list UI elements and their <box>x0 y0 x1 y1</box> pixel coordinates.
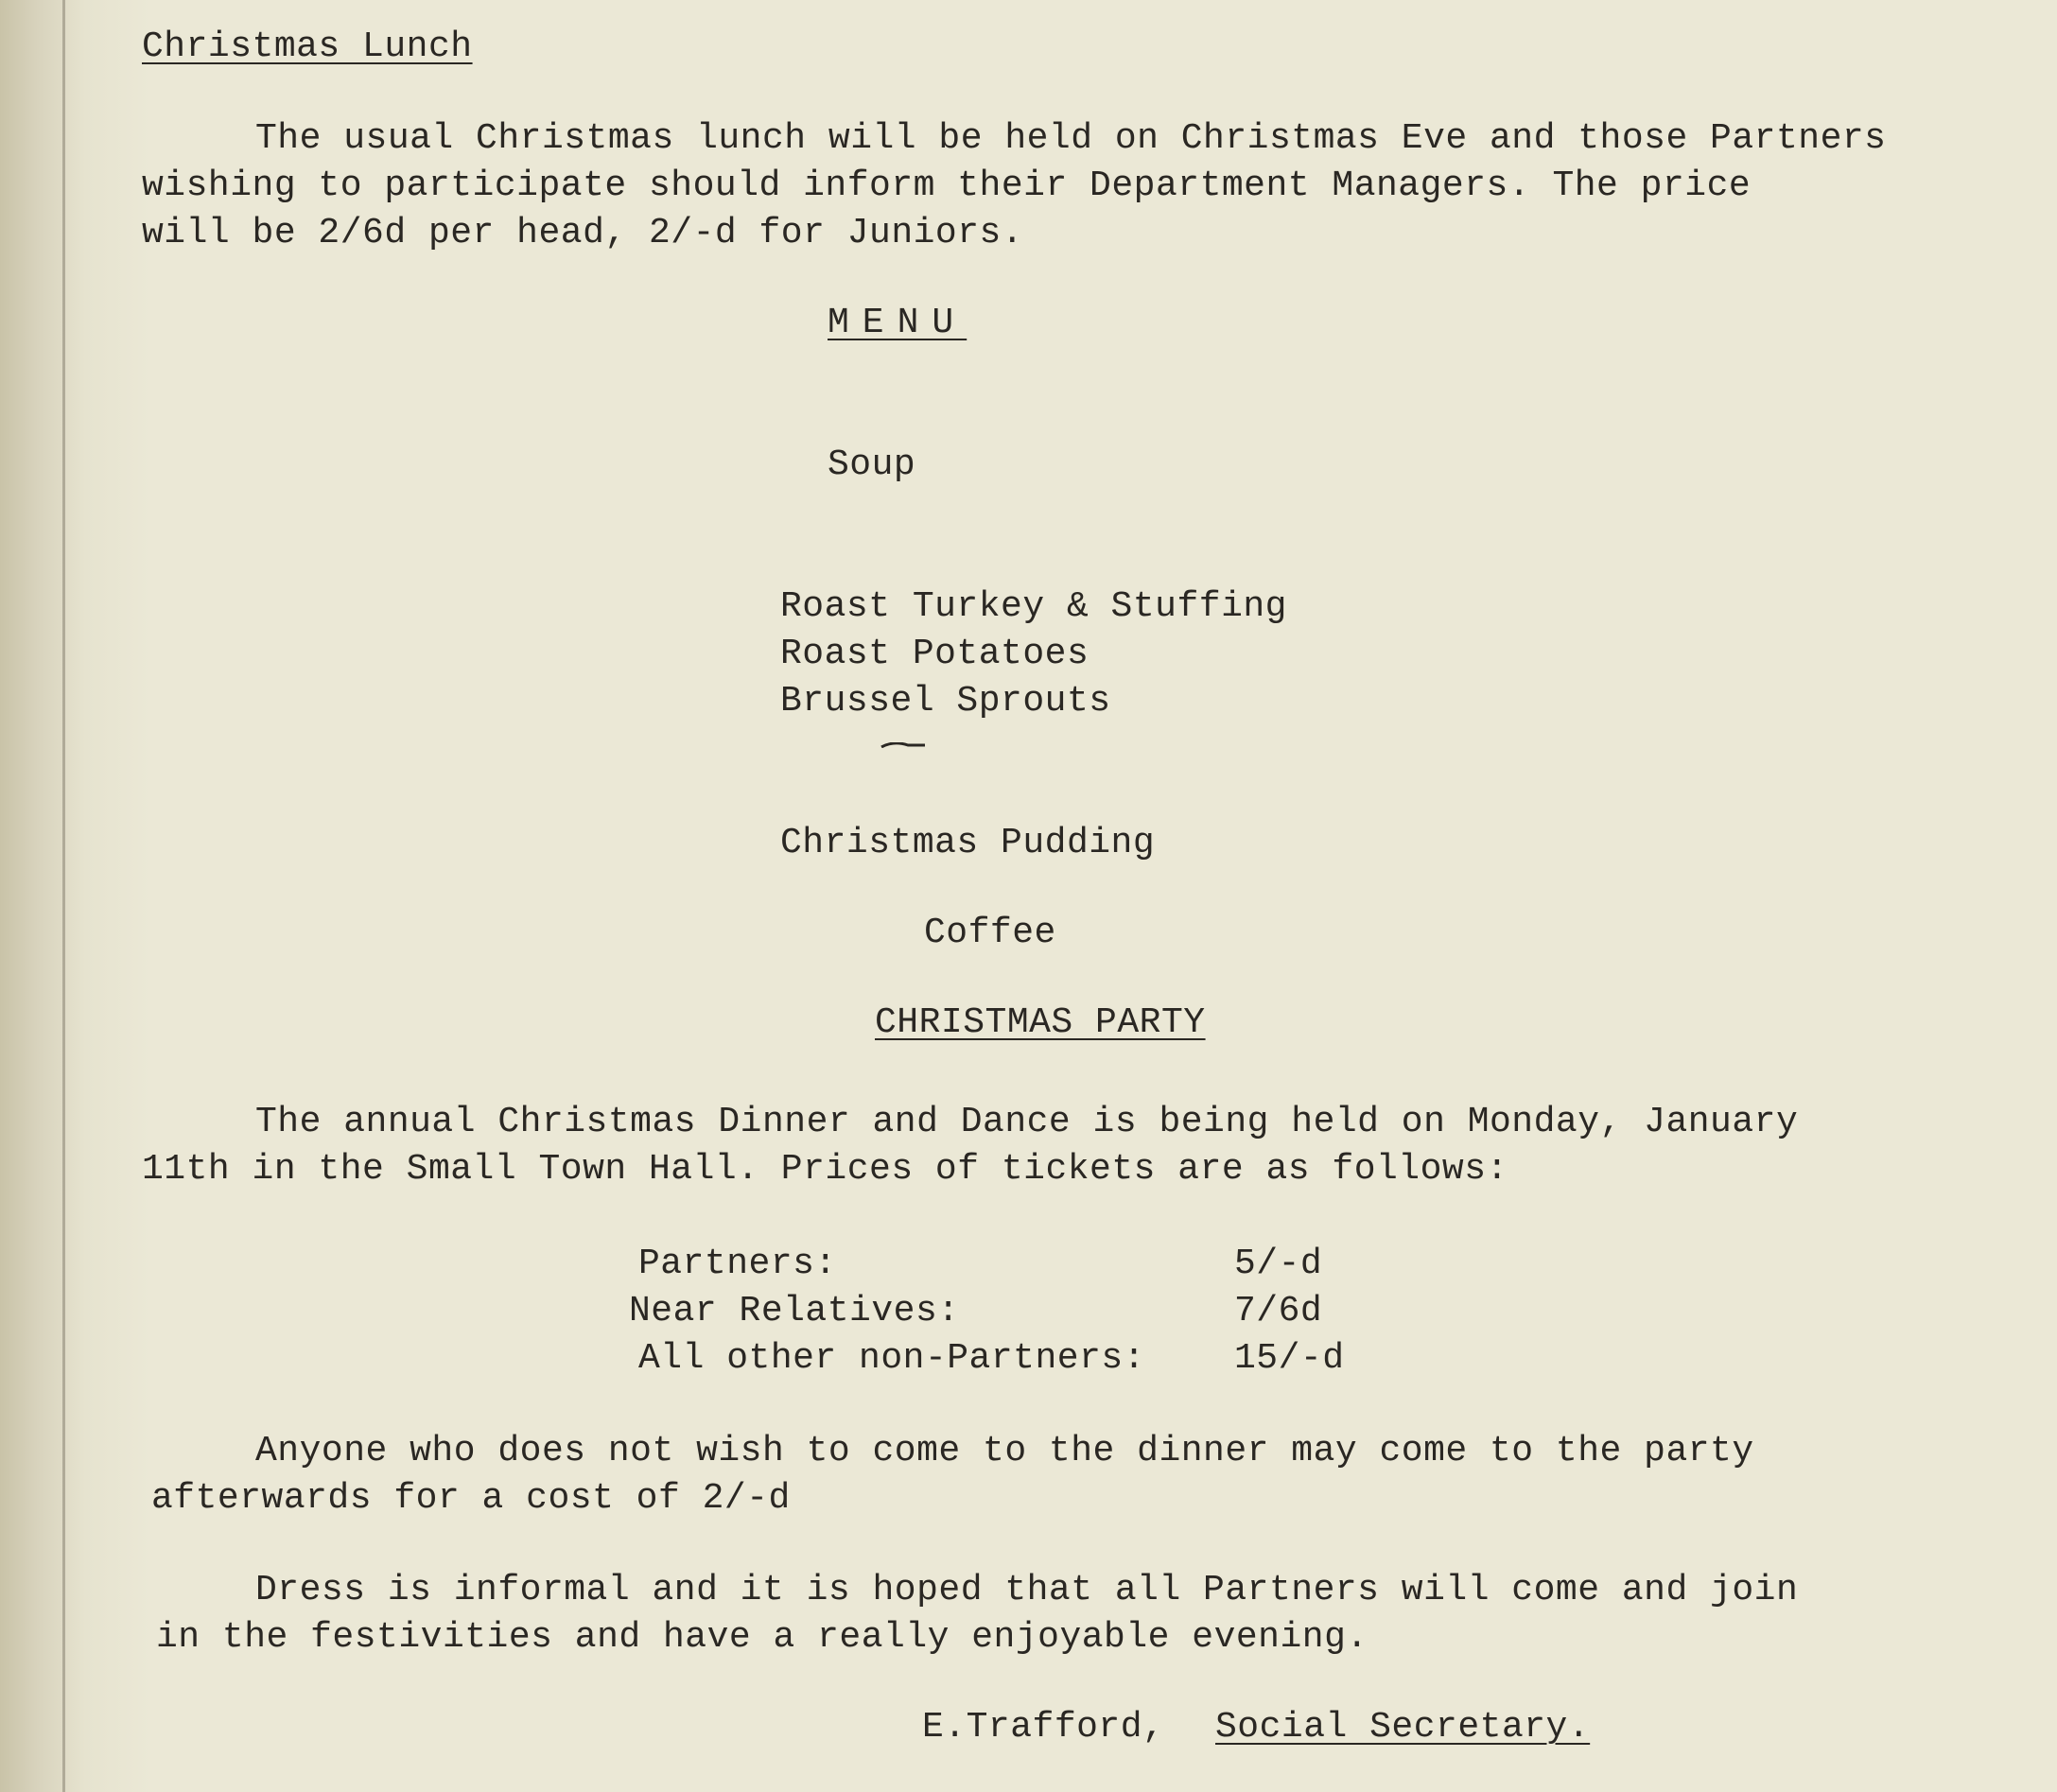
menu-heading: MENU <box>828 303 967 343</box>
price-label-relatives: Near Relatives: <box>629 1291 960 1331</box>
signature-title: Social Secretary. <box>1215 1707 1591 1748</box>
price-label-partners: Partners: <box>638 1244 837 1284</box>
party-para-line-1: The annual Christmas Dinner and Dance is being held on Monday, January <box>255 1102 1799 1142</box>
menu-soup: Soup <box>828 444 916 485</box>
menu-coffee: Coffee <box>924 913 1056 953</box>
lunch-para-line-2: wishing to participate should inform their Department Managers. The price <box>142 165 1752 206</box>
after-party-line-2: afterwards for a cost of 2/-d <box>151 1478 791 1519</box>
price-label-others: All other non-Partners: <box>638 1338 1145 1379</box>
menu-pudding: Christmas Pudding <box>780 823 1156 863</box>
dress-line-2: in the festivities and have a really enjoyable evening. <box>156 1617 1368 1658</box>
menu-main-3: Brussel Sprouts <box>780 681 1111 722</box>
lunch-para-line-1: The usual Christmas lunch will be held on Christmas Eve and those Partners <box>255 118 1887 159</box>
lunch-para-line-3: will be 2/6d per head, 2/-d for Juniors. <box>142 213 1024 253</box>
signature-name: E.Trafford, <box>922 1707 1165 1748</box>
price-value-others: 15/-d <box>1234 1338 1345 1379</box>
party-heading: CHRISTMAS PARTY <box>875 1002 1206 1043</box>
ink-mark <box>880 742 927 748</box>
menu-main-1: Roast Turkey & Stuffing <box>780 586 1287 627</box>
menu-main-2: Roast Potatoes <box>780 634 1090 674</box>
dress-line-1: Dress is informal and it is hoped that all Partners will come and join <box>255 1570 1799 1610</box>
after-party-line-1: Anyone who does not wish to come to the dinner may come to the party <box>255 1431 1754 1471</box>
lunch-heading: Christmas Lunch <box>142 26 473 67</box>
price-value-partners: 5/-d <box>1234 1244 1323 1284</box>
party-para-line-2: 11th in the Small Town Hall. Prices of tickets are as follows: <box>142 1149 1508 1190</box>
price-value-relatives: 7/6d <box>1234 1291 1323 1331</box>
